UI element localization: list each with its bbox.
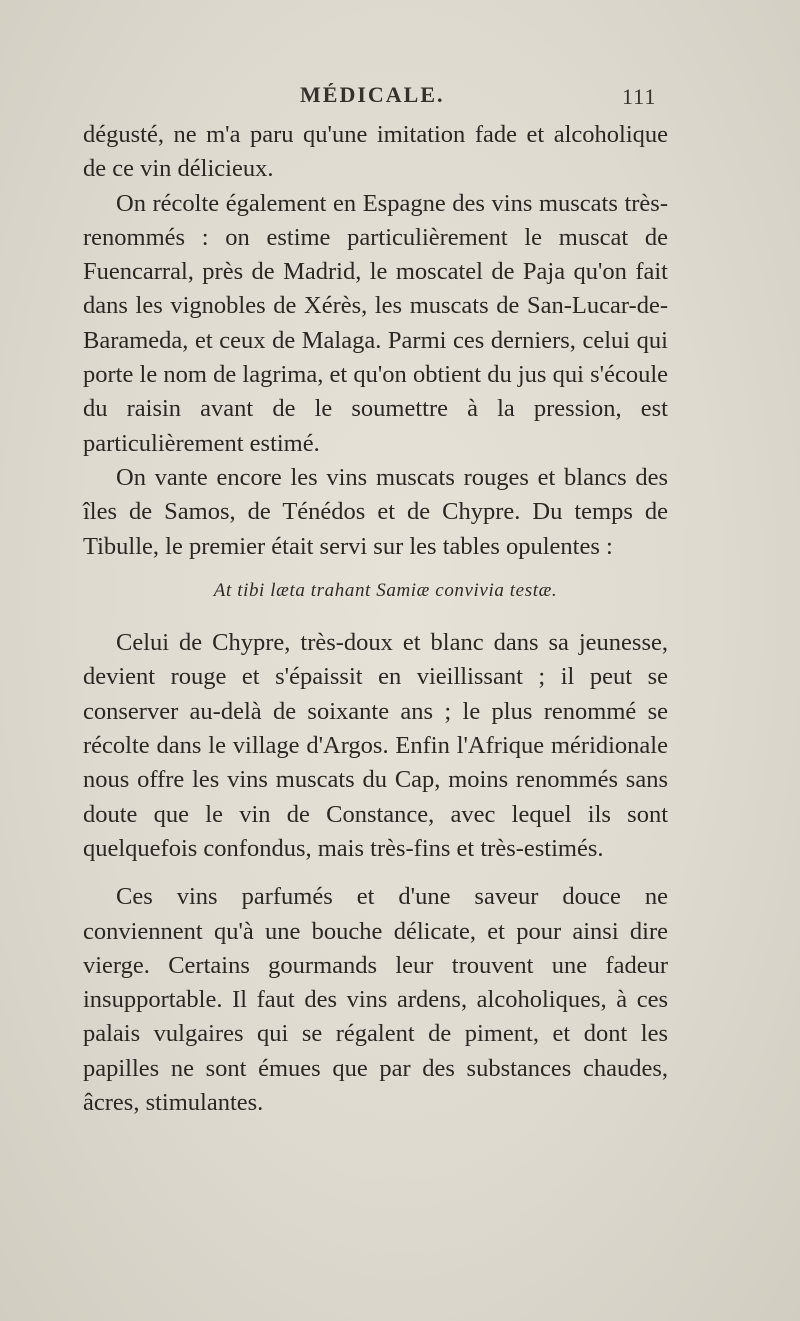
running-head-title: MÉDICALE.	[300, 82, 445, 107]
latin-quotation: At tibi læta trahant Samiæ convivia testæ.	[213, 579, 558, 601]
body-text	[83, 118, 668, 1120]
page-number: 111	[622, 84, 657, 109]
paragraph-spain-muscats: On récolte également en Espagne des vins muscats très-renommés : on estime particulièrement le muscat de Fuencarral, près de Madrid, le moscatel de Paja qu'on fait dans les vignobles de Xérès, les muscats de San-Lucar-de-Barameda, et ceux de Malaga. Parmi ces derniers, celui qui porte le nom de lagrima, et qu'on obtient du jus qui s'écoule du raisin avant de le soumettre à la pression, est particulièrement estimé.	[83, 189, 668, 457]
running-head	[0, 82, 800, 112]
paragraph-chypre: Celui de Chypre, très-doux et blanc dans sa jeunesse, devient rouge et s'épaissit en vieillissant ; il peut se conserver au-delà de soixante ans ; le plus renommé se récolte dans le village d'Argos. Enfin l'Afrique méridionale nous offre les vins muscats du Cap, moins renommés sans doute que le vin de Constance, avec lequel ils sont quelquefois confondus, mais très-fins et très-estimés.	[83, 629, 668, 862]
paragraph-palate: Ces vins parfumés et d'une saveur douce ne conviennent qu'à une bouche délicate, et pour ainsi dire vierge. Certains gourmands leur trouvent une fadeur insupportable. Il faut des vins ardens, alcoholiques, à ces palais vulgaires qui se régalent de piment, et dont les papilles ne sont émues que par des substances chaudes, âcres, stimulantes.	[83, 883, 668, 1117]
paragraph-continuation: dégusté, ne m'a paru qu'une imitation fade et alcoholique de ce vin délicieux.	[83, 121, 668, 183]
paragraph-island-muscats: On vante encore les vins muscats rouges et blancs des îles de Samos, de Ténédos et de Chypre. Du temps de Tibulle, le premier était servi sur les tables opulentes :	[83, 463, 668, 560]
